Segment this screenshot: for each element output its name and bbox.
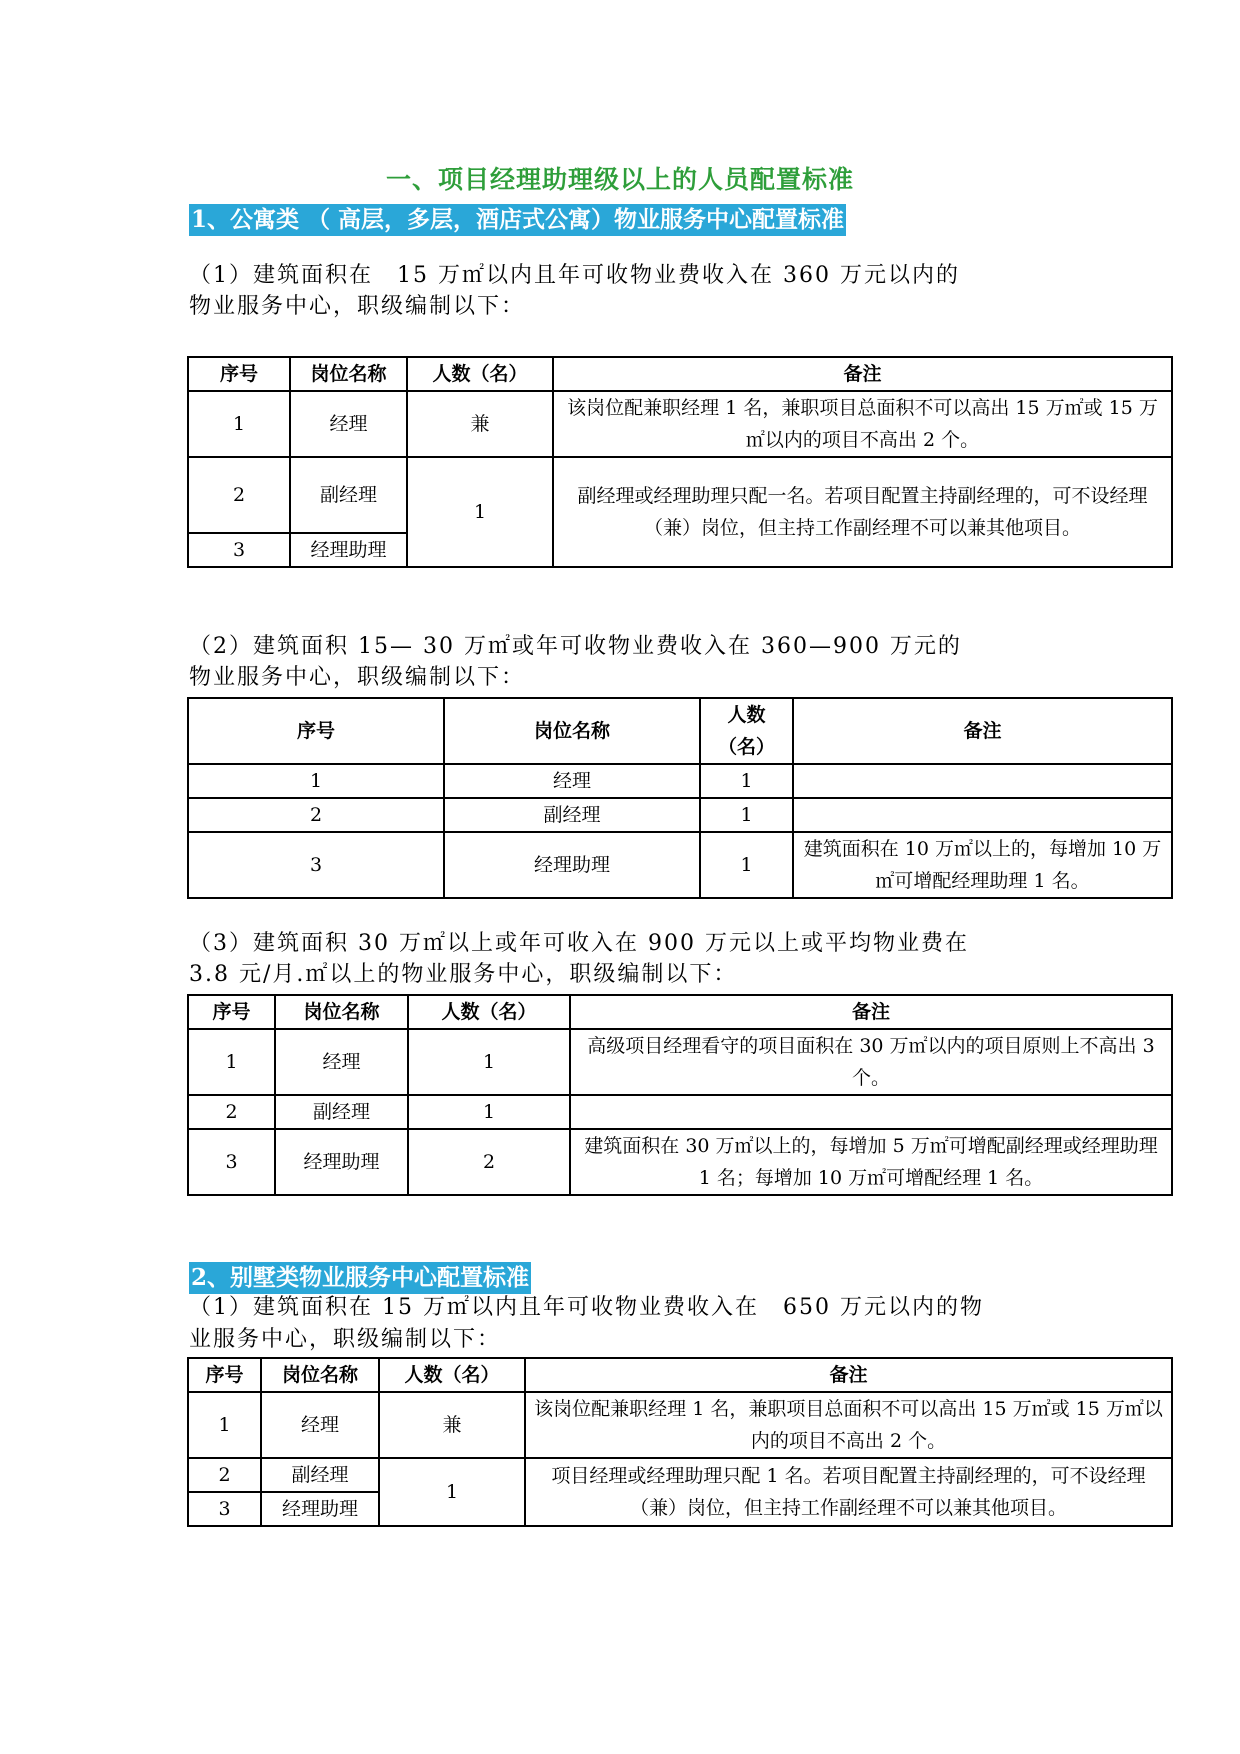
header-remark: 备注 <box>553 357 1172 391</box>
document-title: 一、项目经理助理级以上的人员配置标准 <box>385 165 854 194</box>
cell-index: 1 <box>188 1029 275 1095</box>
header-position: 岗位名称 <box>290 357 407 391</box>
cell-remark: 该岗位配兼职经理 1 名，兼职项目总面积不可以高出 15 万㎡或 15 万㎡以内的项目不高出 2 个。 <box>553 391 1172 457</box>
staffing-table-1 <box>187 356 1173 568</box>
cell-index: 2 <box>188 457 290 533</box>
header-count: 人数（名） <box>408 995 570 1029</box>
cell-index: 2 <box>188 798 444 832</box>
table-row <box>188 391 1172 457</box>
cell-remark <box>793 764 1172 798</box>
paragraph-line: （1）建筑面积在 15 万㎡以内且年可收物业费收入在 360 万元以内的 <box>189 263 960 288</box>
cell-remark: 项目经理或经理助理只配 1 名。若项目配置主持副经理的，可不设经理（兼）岗位，但主持工作副经理不可以兼其他项目。 <box>525 1458 1172 1526</box>
cell-remark: 建筑面积在 10 万㎡以上的，每增加 10 万㎡可增配经理助理 1 名。 <box>793 832 1172 898</box>
cell-remark: 该岗位配兼职经理 1 名，兼职项目总面积不可以高出 15 万㎡或 15 万㎡以内的项目不高出 2 个。 <box>525 1392 1172 1458</box>
header-index: 序号 <box>188 698 444 764</box>
cell-position: 经理助理 <box>261 1492 379 1526</box>
cell-position: 副经理 <box>275 1095 408 1129</box>
cell-remark: 高级项目经理看守的项目面积在 30 万㎡以内的项目原则上不高出 3 个。 <box>570 1029 1172 1095</box>
table-row <box>188 764 1172 798</box>
staffing-table-4 <box>187 1357 1173 1527</box>
cell-index: 3 <box>188 1129 275 1195</box>
cell-position: 副经理 <box>444 798 700 832</box>
cell-position: 经理 <box>290 391 407 457</box>
cell-count: 1 <box>408 1029 570 1095</box>
cell-position: 经理助理 <box>275 1129 408 1195</box>
staffing-table-2 <box>187 697 1173 899</box>
header-position: 岗位名称 <box>261 1358 379 1392</box>
table-row <box>188 1129 1172 1195</box>
header-remark: 备注 <box>570 995 1172 1029</box>
header-remark: 备注 <box>525 1358 1172 1392</box>
paragraph-line: 3.8 元/月.㎡以上的物业服务中心，职级编制以下： <box>189 962 738 987</box>
paragraph-line: （3）建筑面积 30 万㎡以上或年可收入在 900 万元以上或平均物业费在 <box>189 931 969 956</box>
cell-index: 2 <box>188 1095 275 1129</box>
paragraph-line: 物业服务中心，职级编制以下： <box>189 294 526 319</box>
cell-index: 3 <box>188 533 290 567</box>
cell-count: 1 <box>408 1095 570 1129</box>
cell-count: 1 <box>379 1458 525 1526</box>
cell-remark <box>793 798 1172 832</box>
cell-count: 2 <box>408 1129 570 1195</box>
staffing-table-3 <box>187 994 1173 1196</box>
cell-remark: 建筑面积在 30 万㎡以上的，每增加 5 万㎡可增配副经理或经理助理 1 名；每增加 10 万㎡可增配经理 1 名。 <box>570 1129 1172 1195</box>
cell-index: 1 <box>188 391 290 457</box>
header-count: 人数（名） <box>407 357 553 391</box>
header-index: 序号 <box>188 357 290 391</box>
cell-index: 3 <box>188 832 444 898</box>
cell-index: 1 <box>188 764 444 798</box>
paragraph-line: 业服务中心，职级编制以下： <box>189 1327 502 1352</box>
cell-count: 1 <box>700 832 793 898</box>
header-index: 序号 <box>188 995 275 1029</box>
cell-position: 经理 <box>261 1392 379 1458</box>
header-position: 岗位名称 <box>275 995 408 1029</box>
section-heading-apartment: 1、公寓类 （ 高层，多层，酒店式公寓）物业服务中心配置标准 <box>189 204 846 236</box>
table-row <box>188 1029 1172 1095</box>
table-row <box>188 798 1172 832</box>
cell-count: 1 <box>407 457 553 567</box>
cell-count: 1 <box>700 798 793 832</box>
table-row <box>188 1095 1172 1129</box>
cell-position: 经理 <box>444 764 700 798</box>
cell-position: 副经理 <box>261 1458 379 1492</box>
table-row <box>188 457 1172 533</box>
cell-index: 3 <box>188 1492 261 1526</box>
section-heading-villa: 2、别墅类物业服务中心配置标准 <box>189 1262 531 1294</box>
header-count: 人数（名） <box>700 698 793 764</box>
cell-count: 兼 <box>379 1392 525 1458</box>
paragraph-line: （1）建筑面积在 15 万㎡以内且年可收物业费收入在 650 万元以内的物 <box>189 1295 984 1320</box>
cell-position: 经理助理 <box>290 533 407 567</box>
cell-count: 1 <box>700 764 793 798</box>
header-index: 序号 <box>188 1358 261 1392</box>
table-row <box>188 1392 1172 1458</box>
header-position: 岗位名称 <box>444 698 700 764</box>
table-row <box>188 1458 1172 1492</box>
header-count: 人数（名） <box>379 1358 525 1392</box>
cell-index: 2 <box>188 1458 261 1492</box>
paragraph-line: 物业服务中心，职级编制以下： <box>189 665 526 690</box>
cell-count: 兼 <box>407 391 553 457</box>
header-remark: 备注 <box>793 698 1172 764</box>
cell-remark <box>570 1095 1172 1129</box>
cell-position: 经理 <box>275 1029 408 1095</box>
paragraph-line: （2）建筑面积 15— 30 万㎡或年可收物业费收入在 360—900 万元的 <box>189 634 962 659</box>
table-row <box>188 832 1172 898</box>
cell-remark: 副经理或经理助理只配一名。若项目配置主持副经理的，可不设经理（兼）岗位，但主持工作副经理不可以兼其他项目。 <box>553 457 1172 567</box>
cell-position: 经理助理 <box>444 832 700 898</box>
cell-index: 1 <box>188 1392 261 1458</box>
cell-position: 副经理 <box>290 457 407 533</box>
